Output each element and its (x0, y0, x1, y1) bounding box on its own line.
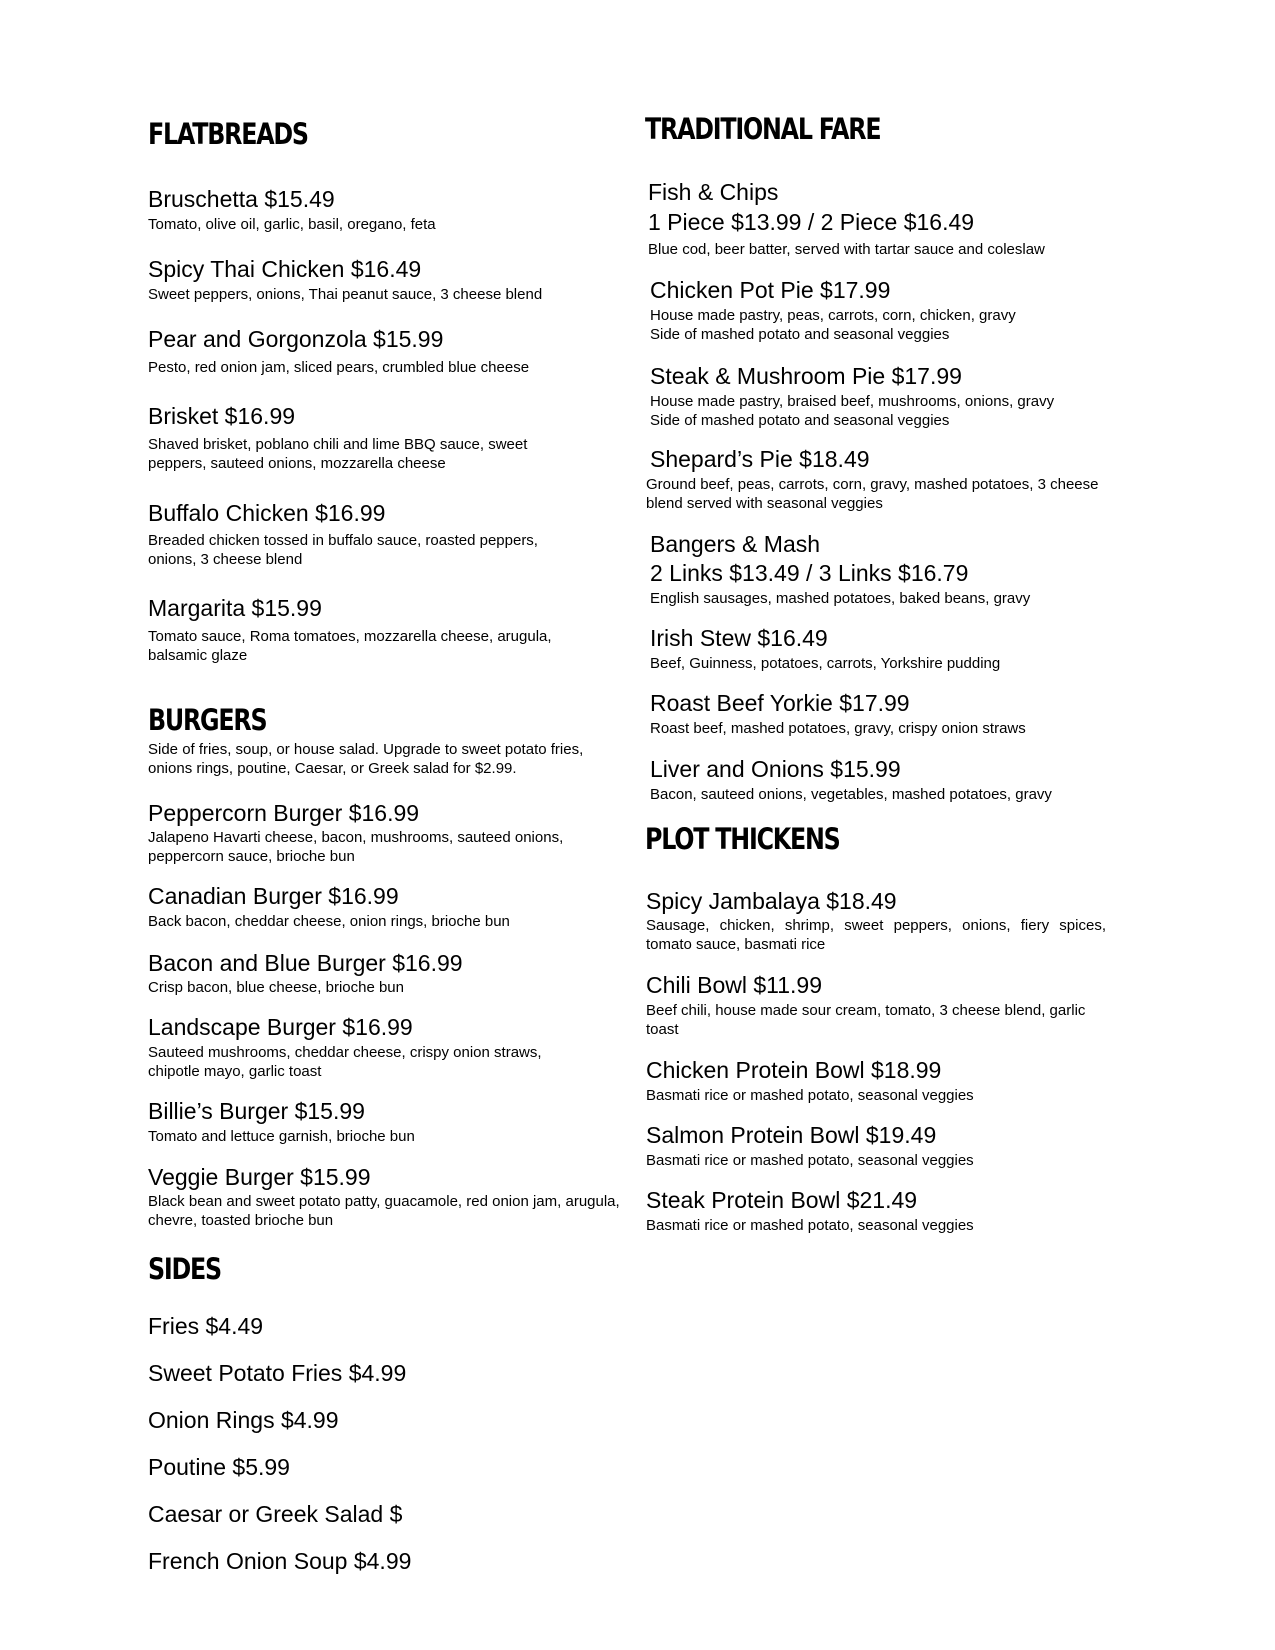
flatbread-spicy-thai-name: Spicy Thai Chicken $16.49 (148, 256, 422, 282)
flatbread-bruschetta-name: Bruschetta $15.49 (148, 186, 335, 212)
trad-shepards-pie-desc: Ground beef, peas, carrots, corn, gravy, mashed potatoes, 3 cheese blend served with seasonal veggies (646, 476, 1099, 512)
trad-roast-beef-yorkie-name: Roast Beef Yorkie $17.99 (650, 690, 910, 716)
trad-roast-beef-yorkie-desc: Roast beef, mashed potatoes, gravy, crispy onion straws (650, 720, 1026, 737)
trad-steak-mushroom-pie-desc: House made pastry, braised beef, mushrooms, onions, gravy (650, 393, 1055, 410)
trad-fish-chips-name: Fish & Chips (648, 179, 779, 205)
burger-billies-name: Billie’s Burger $15.99 (148, 1098, 365, 1124)
trad-bangers-mash-name: Bangers & Mash (650, 531, 821, 557)
plot-thickens-heading: PLOT THICKENS (645, 822, 840, 856)
burger-canadian-name: Canadian Burger $16.99 (148, 883, 399, 909)
side-poutine: Poutine $5.99 (148, 1454, 290, 1480)
flatbread-bruschetta-desc: Tomato, olive oil, garlic, basil, oregano, feta (148, 216, 436, 233)
trad-bangers-mash-desc: English sausages, mashed potatoes, baked beans, gravy (650, 590, 1031, 607)
trad-steak-mushroom-pie-name: Steak & Mushroom Pie $17.99 (650, 363, 962, 389)
traditional-fare-heading: TRADITIONAL FARE (645, 112, 881, 146)
trad-irish-stew-desc: Beef, Guinness, potatoes, carrots, Yorkshire pudding (650, 655, 1001, 672)
trad-shepards-pie-name: Shepard’s Pie $18.49 (650, 446, 870, 472)
flatbread-buffalo-desc: Breaded chicken tossed in buffalo sauce, roasted peppers, onions, 3 cheese blend (148, 532, 538, 568)
flatbread-brisket-desc: Shaved brisket, poblano chili and lime BBQ sauce, sweet peppers, sauteed onions, mozzarella cheese (148, 436, 528, 472)
plot-salmon-protein-bowl-name: Salmon Protein Bowl $19.49 (646, 1122, 937, 1148)
trad-fish-chips-desc: Blue cod, beer batter, served with tartar sauce and coleslaw (648, 241, 1045, 258)
plot-salmon-protein-bowl-desc: Basmati rice or mashed potato, seasonal veggies (646, 1152, 974, 1169)
plot-chicken-protein-bowl-name: Chicken Protein Bowl $18.99 (646, 1057, 942, 1083)
plot-jambalaya-name: Spicy Jambalaya $18.49 (646, 888, 897, 914)
burger-billies-desc: Tomato and lettuce garnish, brioche bun (148, 1128, 415, 1145)
flatbread-margarita-desc: Tomato sauce, Roma tomatoes, mozzarella cheese, arugula, balsamic glaze (148, 628, 552, 664)
side-caesar-greek-salad: Caesar or Greek Salad $ (148, 1501, 403, 1527)
burger-landscape-desc: Sauteed mushrooms, cheddar cheese, crispy onion straws, chipotle mayo, garlic toast (148, 1044, 542, 1080)
burger-landscape-name: Landscape Burger $16.99 (148, 1014, 413, 1040)
flatbread-buffalo-name: Buffalo Chicken $16.99 (148, 500, 386, 526)
trad-chicken-pot-pie-name: Chicken Pot Pie $17.99 (650, 277, 891, 303)
sides-heading: SIDES (148, 1252, 221, 1286)
burgers-note: Side of fries, soup, or house salad. Upgrade to sweet potato fries, onions rings, poutine, Caesar, or Greek salad for $2.99. (148, 741, 584, 777)
side-sweet-potato-fries: Sweet Potato Fries $4.99 (148, 1360, 407, 1386)
trad-chicken-pot-pie-desc: House made pastry, peas, carrots, corn, chicken, gravy (650, 307, 1016, 324)
flatbread-pear-name: Pear and Gorgonzola $15.99 (148, 326, 444, 352)
burger-canadian-desc: Back bacon, cheddar cheese, onion rings, brioche bun (148, 913, 510, 930)
flatbread-pear-desc: Pesto, red onion jam, sliced pears, crumbled blue cheese (148, 359, 530, 376)
flatbread-spicy-thai-desc: Sweet peppers, onions, Thai peanut sauce, 3 cheese blend (148, 286, 543, 303)
burger-bacon-blue-desc: Crisp bacon, blue cheese, brioche bun (148, 979, 404, 996)
burger-bacon-blue-name: Bacon and Blue Burger $16.99 (148, 950, 463, 976)
side-french-onion-soup: French Onion Soup $4.99 (148, 1548, 412, 1574)
trad-chicken-pot-pie-side: Side of mashed potato and seasonal veggies (650, 326, 950, 343)
trad-bangers-mash-prices: 2 Links $13.49 / 3 Links $16.79 (650, 560, 969, 586)
trad-steak-mushroom-pie-side: Side of mashed potato and seasonal veggies (650, 412, 950, 429)
side-fries: Fries $4.49 (148, 1313, 264, 1339)
burgers-heading: BURGERS (148, 703, 267, 737)
burger-veggie-name: Veggie Burger $15.99 (148, 1164, 371, 1190)
plot-chili-bowl-name: Chili Bowl $11.99 (646, 972, 823, 998)
plot-jambalaya-desc: Sausage, chicken, shrimp, sweet peppers, onions, fiery spices, tomato sauce, basmati rice (646, 917, 1106, 953)
plot-chili-bowl-desc: Beef chili, house made sour cream, tomato, 3 cheese blend, garlic toast (646, 1002, 1086, 1038)
burger-peppercorn-name: Peppercorn Burger $16.99 (148, 800, 420, 826)
side-onion-rings: Onion Rings $4.99 (148, 1407, 339, 1433)
flatbread-brisket-name: Brisket $16.99 (148, 403, 296, 429)
trad-liver-onions-name: Liver and Onions $15.99 (650, 756, 901, 782)
burger-veggie-desc: Black bean and sweet potato patty, guacamole, red onion jam, arugula, chevre, toasted brioche bun (148, 1193, 620, 1229)
plot-steak-protein-bowl-desc: Basmati rice or mashed potato, seasonal veggies (646, 1217, 974, 1234)
flatbread-margarita-name: Margarita $15.99 (148, 595, 322, 621)
trad-liver-onions-desc: Bacon, sauteed onions, vegetables, mashed potatoes, gravy (650, 786, 1052, 803)
trad-fish-chips-prices: 1 Piece $13.99 / 2 Piece $16.49 (648, 209, 975, 235)
trad-irish-stew-name: Irish Stew $16.49 (650, 625, 828, 651)
plot-chicken-protein-bowl-desc: Basmati rice or mashed potato, seasonal veggies (646, 1087, 974, 1104)
burger-peppercorn-desc: Jalapeno Havarti cheese, bacon, mushrooms, sauteed onions, peppercorn sauce, brioche bun (148, 829, 564, 865)
plot-steak-protein-bowl-name: Steak Protein Bowl $21.49 (646, 1187, 918, 1213)
flatbreads-heading: FLATBREADS (148, 117, 308, 151)
